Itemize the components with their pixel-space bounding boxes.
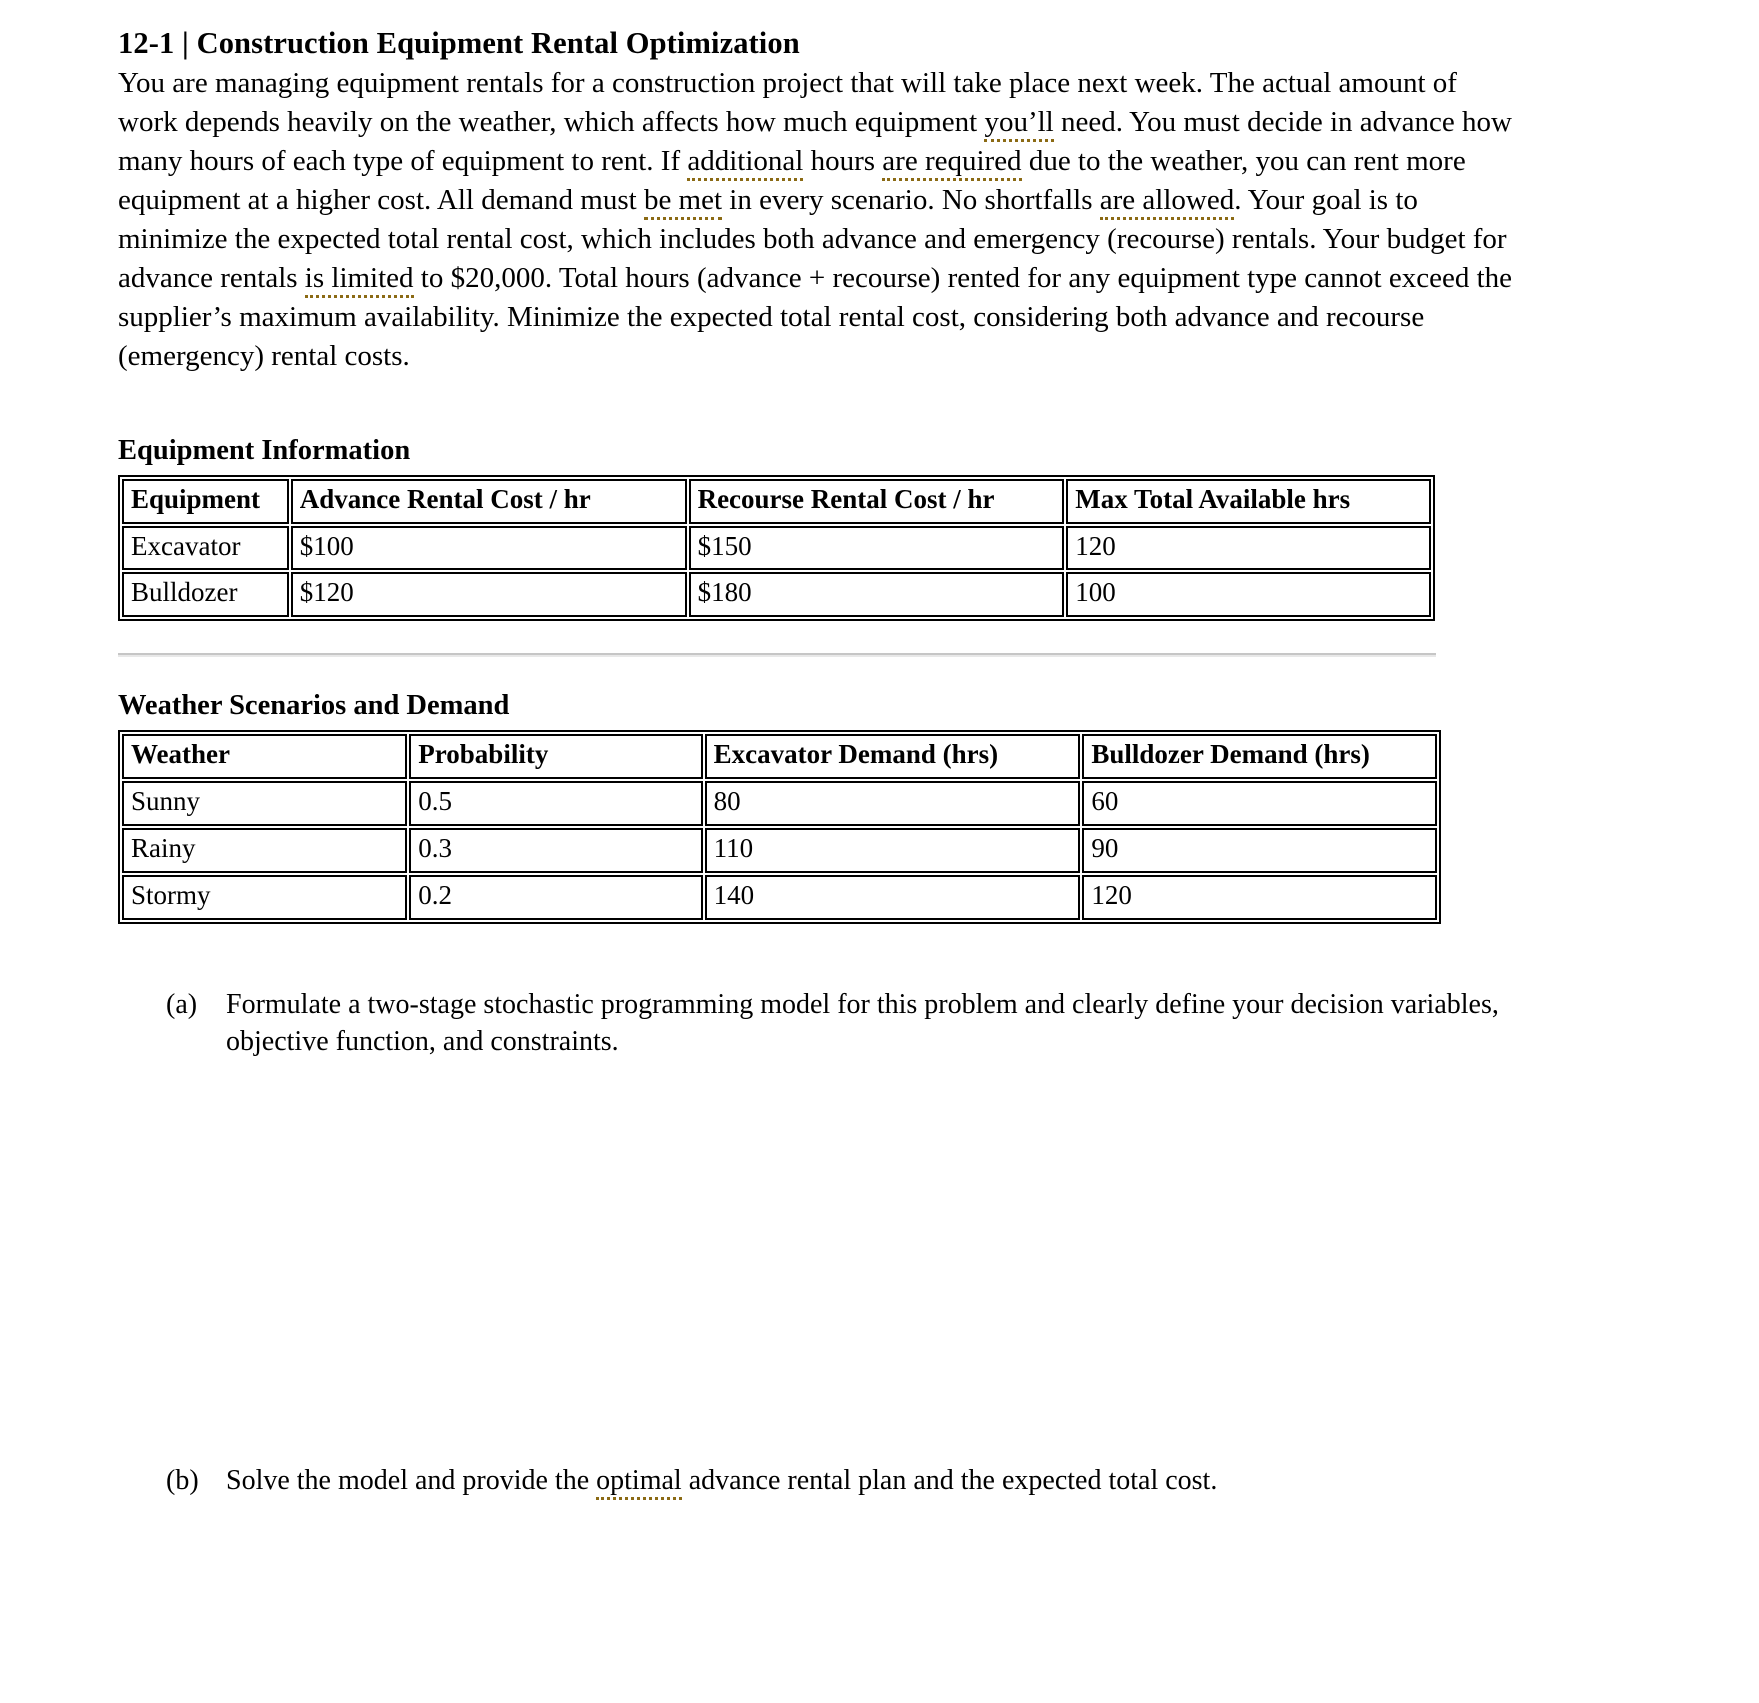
- text-run: advance rental plan and the expected total cost.: [681, 1465, 1218, 1497]
- grammar-suggestion-underline[interactable]: are required: [882, 145, 1021, 181]
- grammar-suggestion-underline[interactable]: is limited: [305, 262, 414, 298]
- spacer-after-weather-table: [118, 924, 1659, 986]
- grammar-suggestion-underline[interactable]: optimal: [596, 1465, 682, 1500]
- question-item-a: [166, 986, 1556, 1060]
- table-row: [122, 781, 1437, 826]
- cell-excavator-demand: 80: [705, 781, 1081, 826]
- text-run: to $20,000. Total hours (advance + recourse) rented for any equipment type cannot exceed the supplier’s maximum availability. Minimize the expected total rental cost, considering both advance and recourse (emergency) rental costs.: [118, 261, 1513, 372]
- spacer-between-questions: [118, 1060, 1659, 1462]
- cell-equipment-name: Excavator: [122, 526, 289, 571]
- cell-weather-name: Rainy: [122, 828, 407, 873]
- grammar-suggestion-underline[interactable]: you’ll: [984, 106, 1053, 142]
- text-run: hours: [803, 144, 883, 177]
- text-run: Formulate a two-stage stochastic programming model for this problem and clearly define your decision variables, objective function, and constraints.: [226, 988, 1499, 1057]
- table-header-row: [122, 479, 1431, 524]
- cell-bulldozer-demand: 90: [1082, 828, 1437, 873]
- table-row: [122, 828, 1437, 873]
- text-run: due to the weather, you can rent more equipment at a higher cost. All demand must: [118, 144, 1466, 216]
- cell-probability: 0.3: [409, 828, 702, 873]
- question-text-a: [226, 986, 1556, 1060]
- cell-max-available: 100: [1066, 572, 1431, 617]
- column-header-equipment: Equipment: [122, 479, 289, 524]
- table-row: [122, 526, 1431, 571]
- text-run: need. You must decide in advance how many hours of each type of equipment to rent. If: [118, 105, 1512, 177]
- cell-max-available: 120: [1066, 526, 1431, 571]
- column-header-weather: Weather: [122, 734, 407, 779]
- cell-probability: 0.2: [409, 875, 702, 920]
- text-run: Solve the model and provide the: [226, 1465, 597, 1497]
- column-header-advance-cost: Advance Rental Cost / hr: [291, 479, 687, 524]
- column-header-probability: Probability: [409, 734, 702, 779]
- weather-scenarios-table: [118, 730, 1441, 923]
- grammar-suggestion-underline[interactable]: additional: [687, 145, 803, 181]
- question-marker-a: (a): [166, 988, 198, 1020]
- question-marker-b: (b): [166, 1465, 199, 1497]
- cell-weather-name: Sunny: [122, 781, 407, 826]
- cell-advance-cost: $120: [291, 572, 687, 617]
- grammar-suggestion-underline[interactable]: be met: [644, 184, 722, 220]
- cell-equipment-name: Bulldozer: [122, 572, 289, 617]
- cell-advance-cost: $100: [291, 526, 687, 571]
- problem-description: [118, 64, 1518, 376]
- equipment-information-table: [118, 475, 1435, 622]
- weather-scenarios-heading: Weather Scenarios and Demand: [118, 690, 510, 722]
- spacer-after-paragraph: [118, 376, 1659, 432]
- table-row: [122, 875, 1437, 920]
- grammar-suggestion-underline[interactable]: are allowed: [1100, 184, 1234, 220]
- question-item-b: [166, 1462, 1556, 1499]
- table-row: [122, 572, 1431, 617]
- cell-probability: 0.5: [409, 781, 702, 826]
- text-run: . Your goal is to minimize the expected total rental cost, which includes both advance and emergency (recourse) rentals. Your budget for advance rentals: [118, 183, 1507, 294]
- column-header-max-available: Max Total Available hrs: [1066, 479, 1431, 524]
- question-text-b: [226, 1462, 1556, 1499]
- text-run: You are managing equipment rentals for a construction project that will take place next week. The actual amount of work depends heavily on the weather, which affects how much equipment: [118, 66, 1457, 138]
- cell-recourse-cost: $180: [689, 572, 1065, 617]
- cell-weather-name: Stormy: [122, 875, 407, 920]
- equipment-information-heading: Equipment Information: [118, 434, 411, 466]
- table-header-row: [122, 734, 1437, 779]
- cell-recourse-cost: $150: [689, 526, 1065, 571]
- text-run: in every scenario. No shortfalls: [722, 183, 1100, 216]
- cell-bulldozer-demand: 60: [1082, 781, 1437, 826]
- column-header-bulldozer-demand: Bulldozer Demand (hrs): [1082, 734, 1437, 779]
- section-divider: [118, 653, 1436, 657]
- column-header-excavator-demand: Excavator Demand (hrs): [705, 734, 1081, 779]
- page-title: 12-1 | Construction Equipment Rental Optimization: [118, 26, 800, 60]
- cell-excavator-demand: 110: [705, 828, 1081, 873]
- cell-excavator-demand: 140: [705, 875, 1081, 920]
- cell-bulldozer-demand: 120: [1082, 875, 1437, 920]
- column-header-recourse-cost: Recourse Rental Cost / hr: [689, 479, 1065, 524]
